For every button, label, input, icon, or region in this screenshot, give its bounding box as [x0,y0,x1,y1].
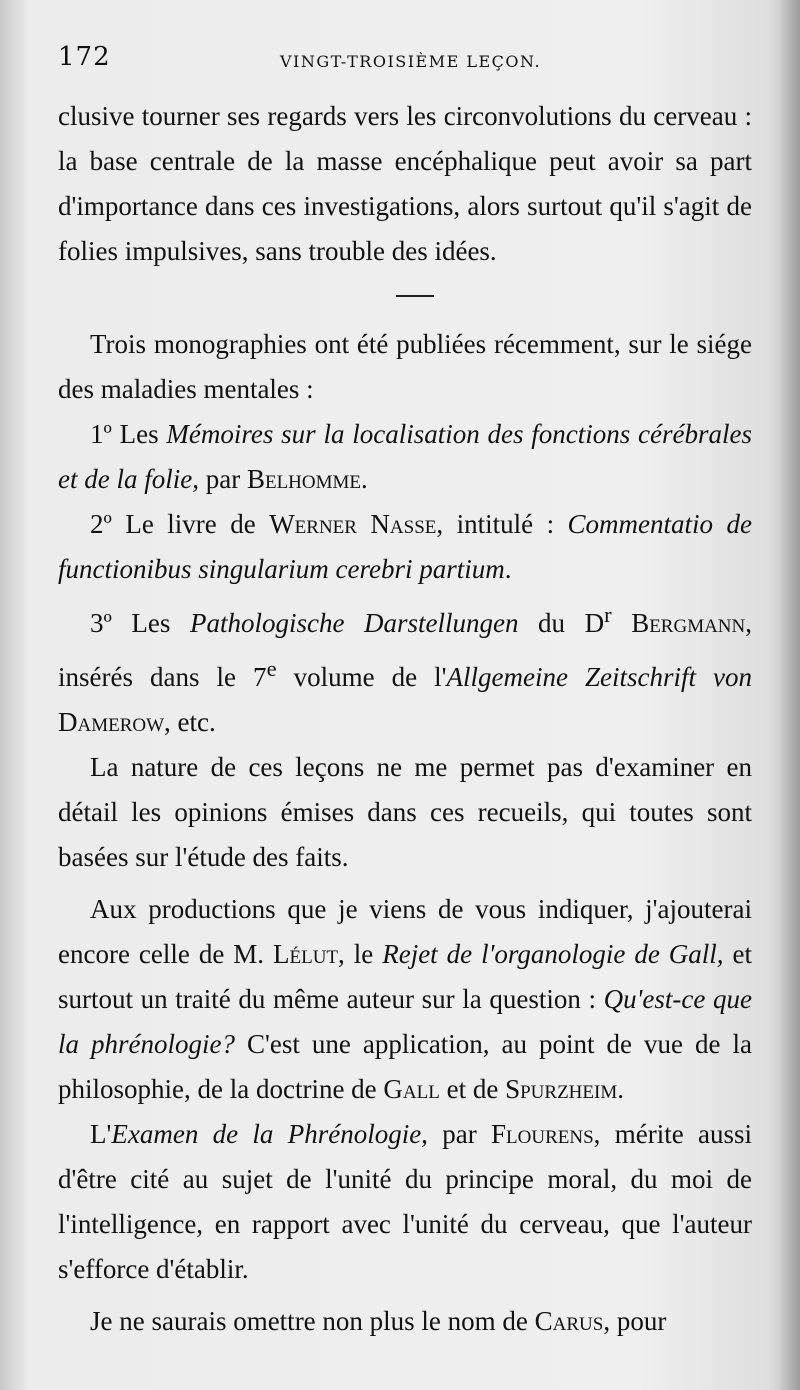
work-title: Rejet de l'organologie de Gall, [382,939,724,969]
text-run: , intitulé : [436,509,568,539]
paragraph-monographs: Trois monographies ont été publiées récemment, sur le siége des maladies mentales : [58,329,752,404]
text-run: L' [90,1119,112,1149]
item-number: 3º Les [90,608,190,638]
superscript: e [266,656,277,681]
text-run: Je ne saurais omettre non plus le nom de [90,1306,535,1336]
author-name: Lélut [273,939,339,969]
list-item-3 [58,592,752,745]
item-number: 2º Le livre de [90,509,270,539]
text-run: . [617,1074,624,1104]
text-run: par [198,464,247,494]
paragraph-examen [58,1112,752,1292]
author-name: Belhomme [246,464,362,494]
journal-title: Allgemeine Zeitschrift von [446,662,753,692]
text-run: et surtout un traité du même auteur sur la question : [58,939,752,1014]
text-run: , pour [603,1306,667,1336]
work-title: Qu'est-ce que la phrénologie? [58,984,752,1059]
editor-name: Damerow [58,707,165,737]
paragraph-nature: La nature de ces leçons ne me permet pas d'examiner en détail les opinions émises dans ces recueils, qui toutes sont basées sur l'étude des faits. [58,752,752,872]
text-run: volume de l' [276,662,447,692]
list-item-1 [58,412,752,502]
text-run: , insérés dans le 7 [58,608,753,692]
page-header [58,42,748,82]
text-run: , mérite aussi d'être cité au sujet de l'unité du principe moral, du moi de l'intelligence, en rapport avec l'unité du cerveau, que l'auteur s'efforce d'établir. [58,1119,752,1284]
work-title: Examen de la Phrénologie, [111,1119,428,1149]
author-name: Spurzheim [505,1074,618,1104]
body-text [58,94,752,1344]
text-run: C'est une application, au point de vue de la philosophie, de la doctrine de [58,1029,752,1104]
text-run: , le [338,939,383,969]
section-separator [58,274,752,322]
paragraph-carus [58,1299,752,1344]
author-name: Flourens [491,1119,594,1149]
work-title: Mémoires sur la localisation des fonctions cérébrales et de la folie, [58,419,752,494]
text-run: Aux productions que je viens de vous indiquer, j'ajouterai encore celle de M. [58,894,752,969]
item-number: 1º Les [90,419,167,449]
author-name: Werner Nasse [269,509,437,539]
text-run: et de [439,1074,506,1104]
author-name: Gall [383,1074,440,1104]
text-run: par [427,1119,492,1149]
text-run: du D [518,608,605,638]
separator-rule [396,295,434,297]
paragraph-productions [58,887,752,1112]
text-run: . [504,554,512,584]
work-title: Commentatio de functionibus singularium cerebri partium [58,509,752,584]
text-run: . [361,464,368,494]
paragraph-continuation: clusive tourner ses regards vers les circonvolutions du cerveau : la base centrale de la masse encéphalique peut avoir sa part d'importance dans ces investigations, alors surtout qu'il s'agit de folies impulsives, sans trouble des idées. [58,101,752,266]
running-head: VINGT-TROISIÈME LEÇON. [280,52,542,71]
author-name: Bergmann [631,608,746,638]
work-title: Pathologische Darstellungen [189,608,519,638]
superscript: r [604,602,612,627]
page-number: 172 [58,42,111,72]
text-run: , etc. [164,707,216,737]
list-item-2 [58,502,752,592]
author-name: Carus [534,1306,604,1336]
